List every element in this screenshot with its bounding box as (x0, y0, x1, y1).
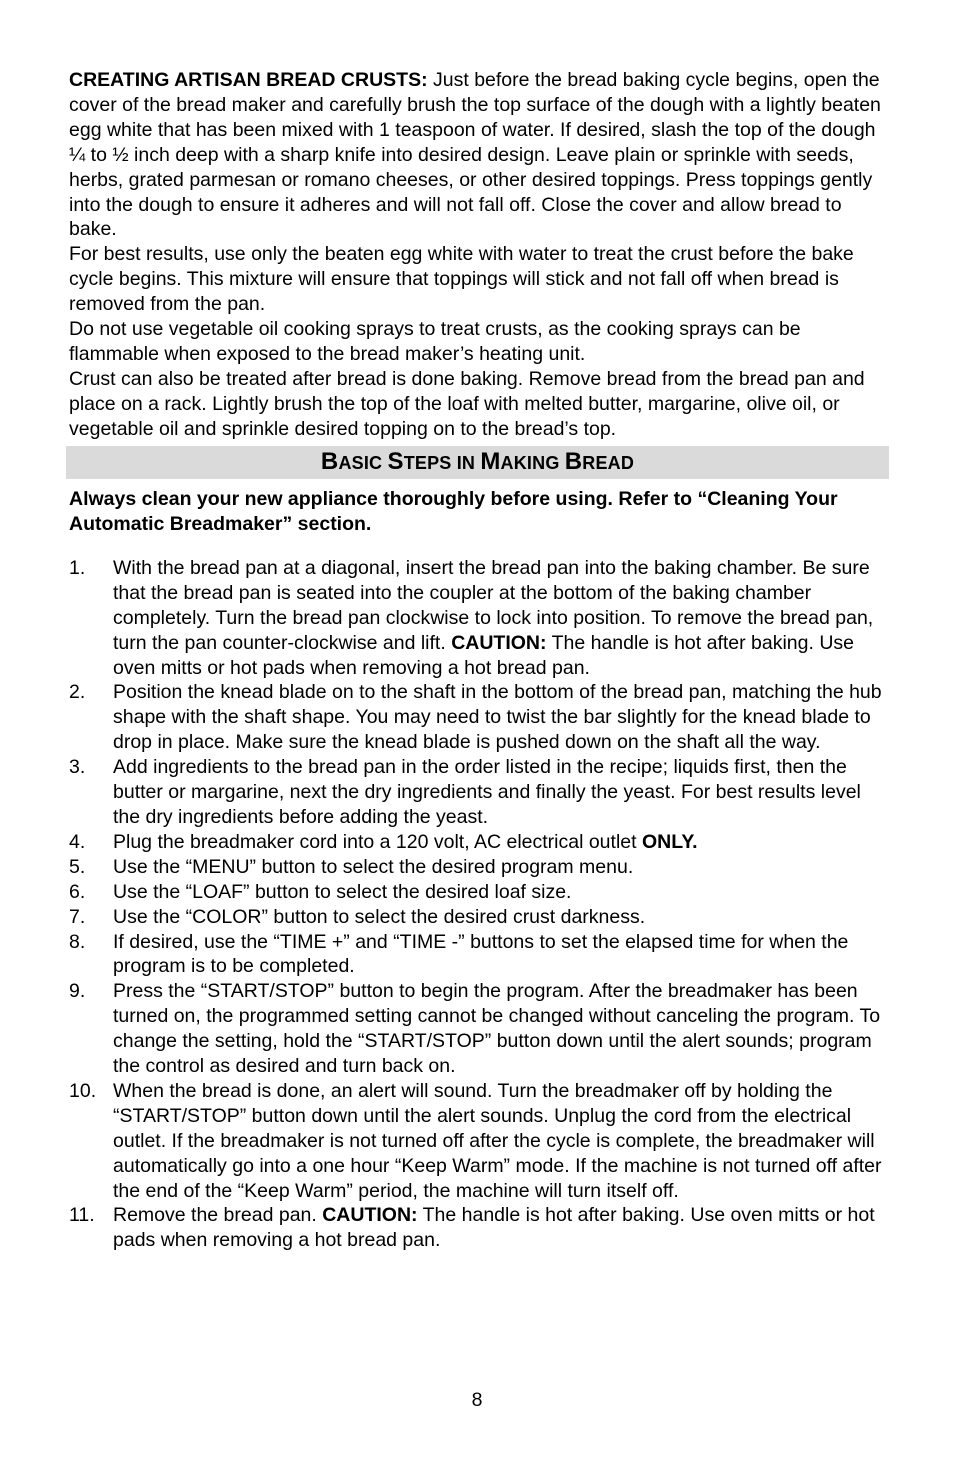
crusts-paragraph-3: Do not use vegetable oil cooking sprays to treat crusts, as the cooking sprays can be flammable when exposed to the bread maker’s heating unit. (69, 318, 801, 365)
step-item (69, 755, 889, 830)
step-number: 2. (69, 681, 86, 704)
title-part: B (320, 448, 339, 476)
step-item (69, 930, 889, 980)
step-number: 9. (69, 980, 86, 1003)
step-text: Add ingredients to the bread pan in the order listed in the recipe; liquids first, then the butter or margarine, next the dry ingredients and finally the yeast. For best results level the dry ingredients before adding the yeast. (113, 756, 861, 828)
step-text: Position the knead blade on to the shaft in the bottom of the bread pan, matching the hub shape with the shaft shape. You may need to twist the bar slightly for the knead blade to drop in place. Make sure the knead blade is pushed down on the shaft all the way. (113, 681, 882, 754)
section-heading-bar (66, 446, 889, 479)
step-text: Press the “START/STOP” button to begin the program. After the breadmaker has been turned on, the programmed setting cannot be changed without canceling the program. To change the setting, hold the “START/STOP” button down until the alert sounds; program the control as desired and turn back on. (113, 980, 881, 1078)
step-item (69, 1203, 889, 1253)
steps-list (69, 556, 889, 1253)
step-number: 6. (69, 880, 86, 903)
title-part: B (564, 448, 583, 476)
title-part: ASIC (338, 453, 388, 474)
step-item (69, 830, 889, 855)
step-text: Use the “COLOR” button to select the desired crust darkness. (113, 905, 646, 928)
title-part: S (387, 448, 404, 476)
title-part: AKING (500, 453, 565, 474)
step-text: Plug the breadmaker cord into a 120 volt, AC electrical outlet (113, 830, 642, 853)
crusts-paragraph-4: Crust can also be treated after bread is done baking. Remove bread from the bread pan and place on a rack. Lightly brush the top of the loaf with melted butter, margarine, olive oil, or vegetable oil and sprinkle desired topping on to the bread’s top. (69, 367, 865, 440)
title-part: TEPS IN (403, 453, 481, 474)
step-number: 1. (69, 556, 86, 579)
title-part: READ (582, 453, 635, 474)
title-part: M (480, 448, 501, 476)
step-number: 4. (69, 830, 86, 853)
step-emphasis: ONLY. (641, 830, 698, 853)
crusts-heading: CREATING ARTISAN BREAD CRUSTS: (69, 69, 428, 91)
step-item (69, 1079, 889, 1204)
step-item (69, 855, 889, 880)
step-text: Remove the bread pan. (113, 1204, 323, 1227)
step-number: 11. (69, 1204, 95, 1227)
step-number: 3. (69, 756, 86, 779)
step-emphasis: CAUTION: (322, 1204, 418, 1227)
document-page (69, 68, 889, 1253)
step-text: When the bread is done, an alert will sound. Turn the breadmaker off by holding the “START/STOP” button down until the alert sounds. Unplug the cord from the electrical outlet. If the breadmaker is not turned off after the cycle is complete, the breadmaker will automatically go into a one hour “Keep Warm” mode. If the machine is not turned off after the end of the “Keep Warm” period, the machine will turn itself off. (113, 1079, 882, 1202)
step-number: 7. (69, 905, 86, 928)
step-text: With the bread pan at a diagonal, insert the bread pan into the baking chamber. Be sure that the bread pan is seated into the coupler at the bottom of the baking chamber completely. Turn the bread pan clockwise to lock into position. To remove the bread pan, turn the pan counter-clockwise and lift. (113, 556, 874, 654)
step-text-after: The handle is hot after baking. Use oven mitts or hot pads when removing a hot bread pan. (113, 1204, 875, 1252)
step-text: Use the “LOAF” button to select the desired loaf size. (113, 880, 572, 903)
crusts-paragraph-1 (69, 68, 889, 242)
step-item (69, 680, 889, 755)
step-item (69, 880, 889, 905)
step-number: 8. (69, 930, 86, 953)
step-number: 5. (69, 855, 86, 878)
crusts-paragraph-2: For best results, use only the beaten egg white with water to treat the crust before the bake cycle begins. This mixture will ensure that toppings will stick and not fall off when bread is removed from the pan. (69, 243, 854, 316)
crusts-text: Just before the bread baking cycle begins, open the cover of the bread maker and carefully brush the top surface of the dough with a lightly beaten egg white that has been mixed with 1 teaspoon of water. If desired, slash the top of the dough ¼ to ½ inch deep with a sharp knife into desired design. Leave plain or sprinkle with seeds, herbs, grated parmesan or romano cheeses, or other desired toppings. Press toppings gently into the dough to ensure it adheres and will not fall off. Close the cover and allow bread to bake. (69, 69, 881, 241)
page-number: 8 (471, 1389, 483, 1411)
step-item (69, 905, 889, 930)
intro-note: Always clean your new appliance thoroughly before using. Refer to “Cleaning Your Automatic Breadmaker” section. (69, 487, 838, 535)
step-item (69, 556, 889, 681)
step-number: 10. (69, 1079, 97, 1102)
step-text: Use the “MENU” button to select the desired program menu. (113, 855, 634, 878)
section-title (321, 448, 634, 476)
step-item (69, 979, 889, 1079)
step-text: If desired, use the “TIME +” and “TIME -” buttons to set the elapsed time for when the program is to be completed. (113, 930, 849, 978)
step-text-after: The handle is hot after baking. Use oven mitts or hot pads when removing a hot bread pan. (113, 631, 855, 679)
step-emphasis: CAUTION: (451, 631, 547, 654)
